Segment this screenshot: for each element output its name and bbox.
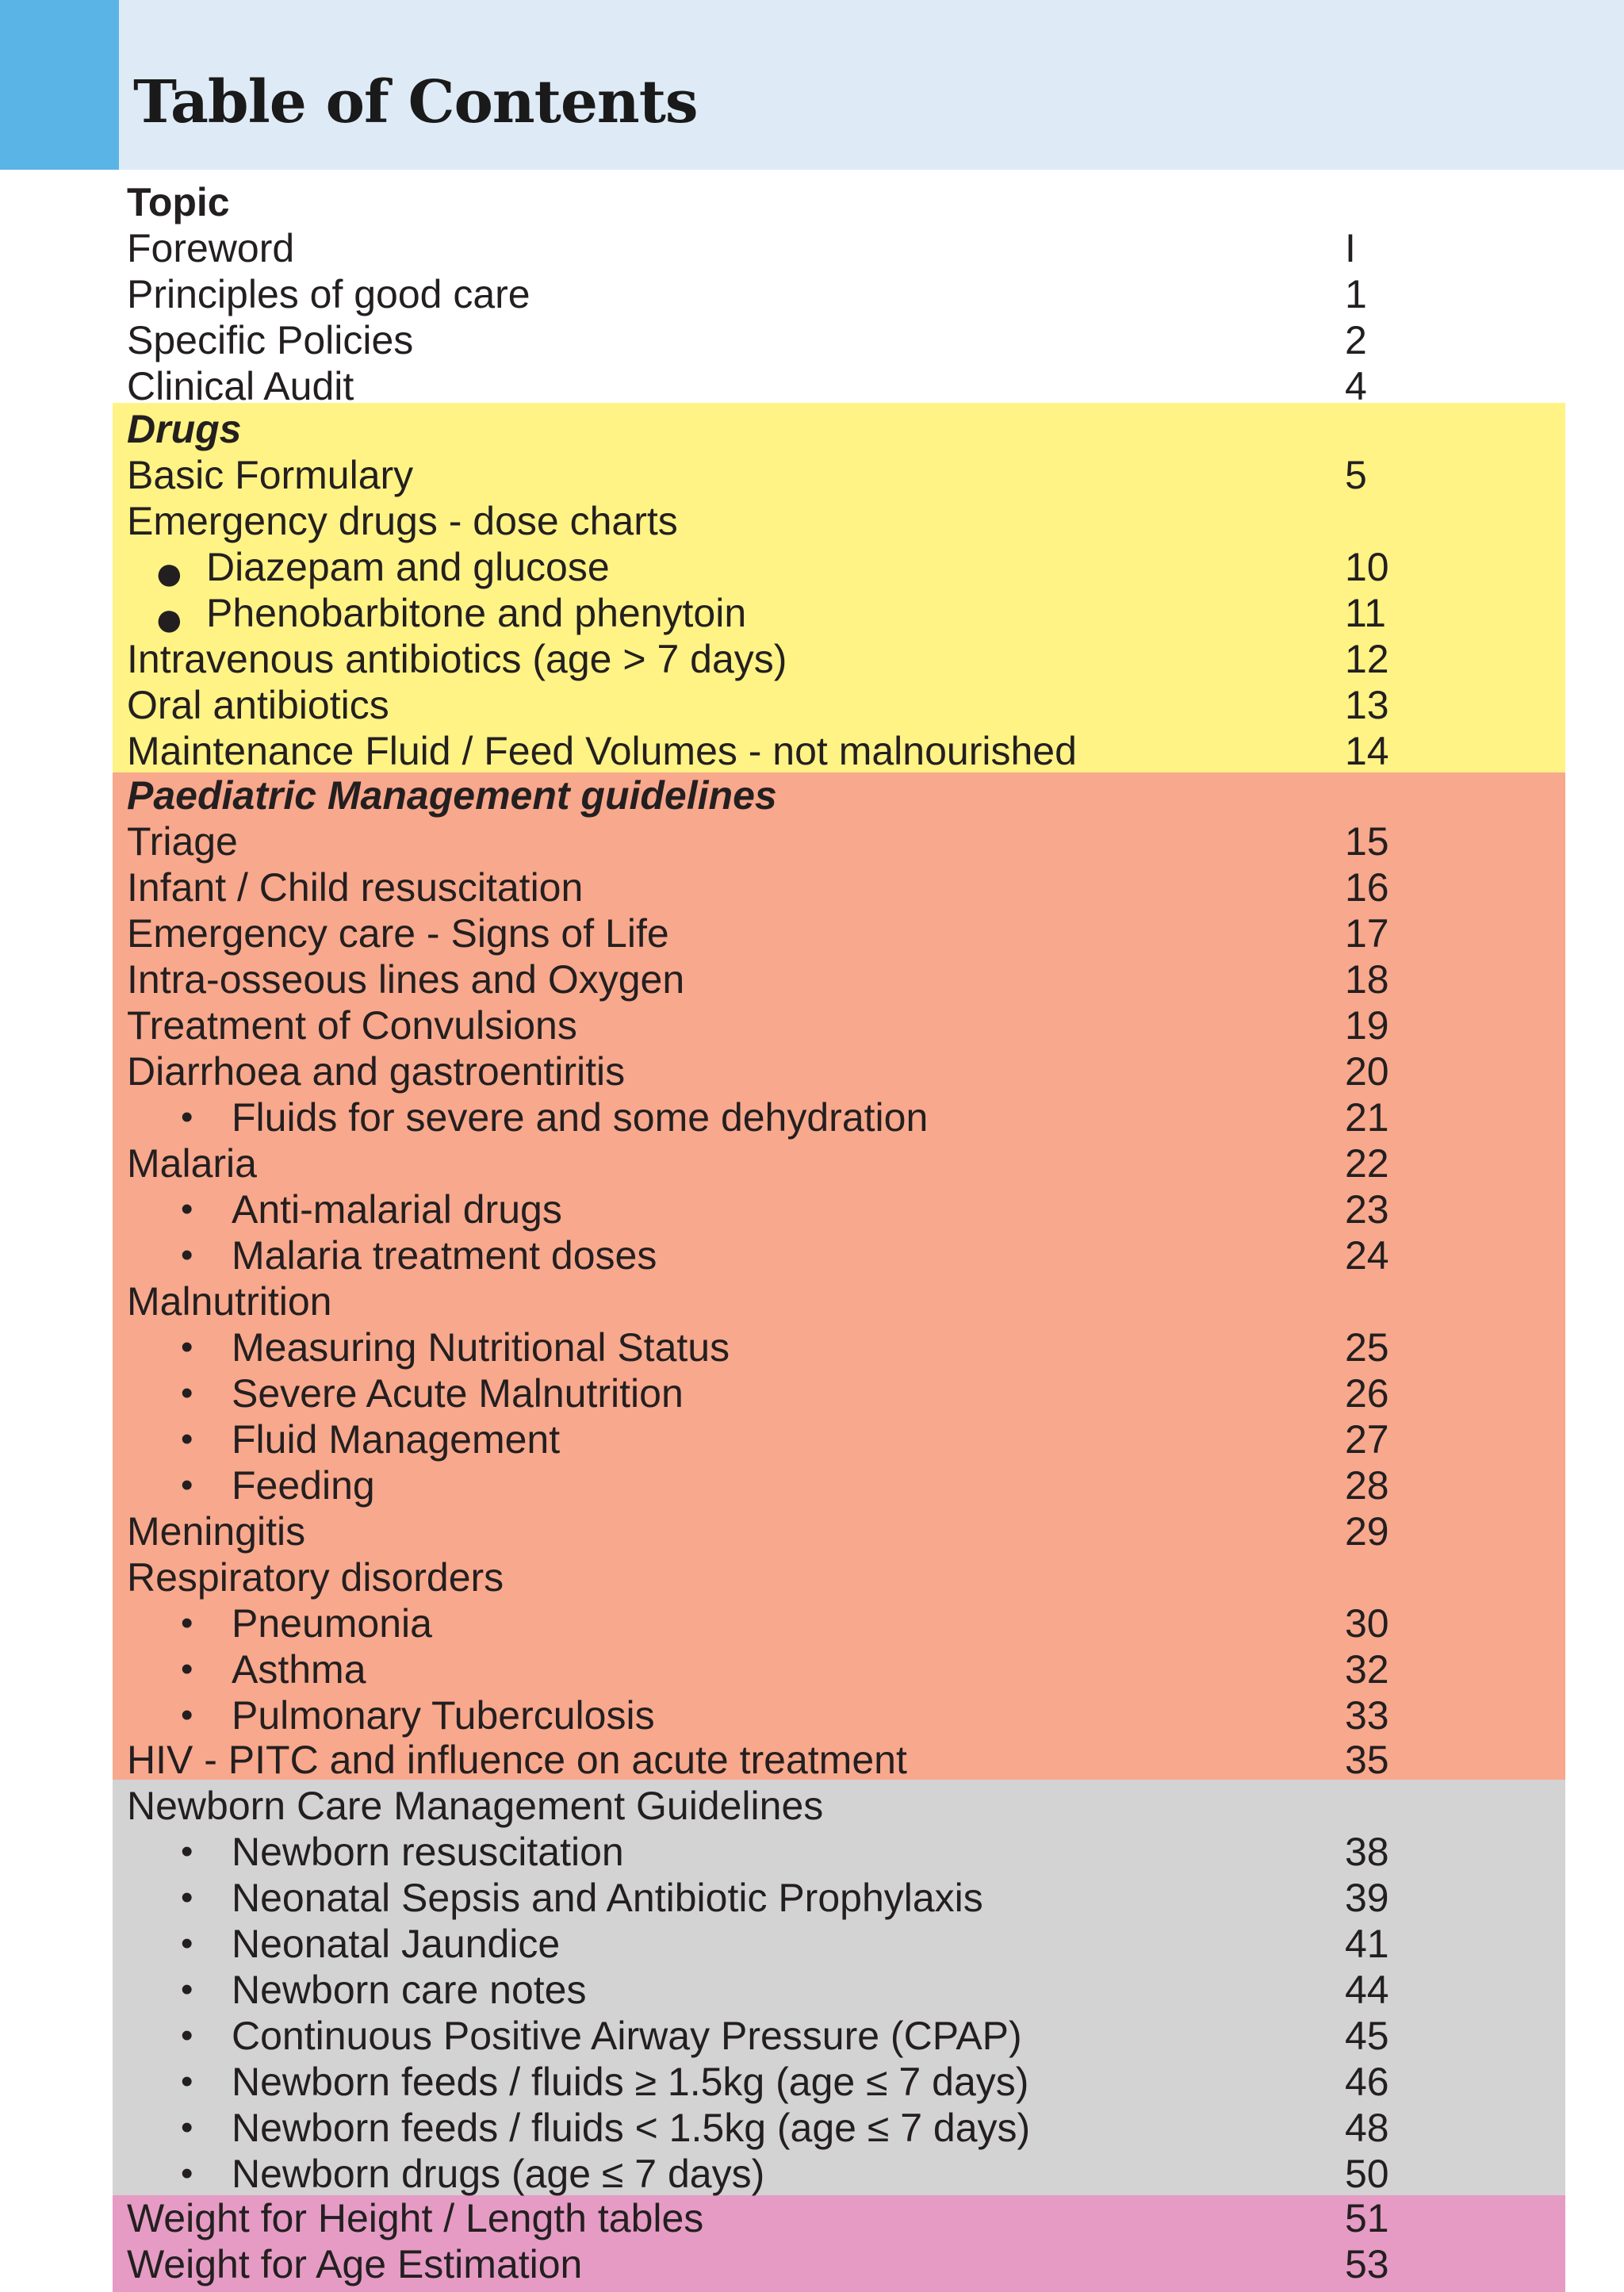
toc-subentry[interactable] <box>0 1462 1624 1508</box>
entry-page: 22 <box>1345 1141 1389 1186</box>
entry-page: 12 <box>1345 637 1389 681</box>
entry-label: Fluids for severe and some dehydration <box>232 1095 929 1140</box>
entry-label: HIV - PITC and influence on acute treatment <box>127 1738 907 1782</box>
entry-page: 25 <box>1345 1325 1389 1370</box>
toc-entry[interactable] <box>0 1554 1624 1600</box>
entry-page: I <box>1345 226 1356 270</box>
toc-subentry[interactable] <box>0 1875 1624 1921</box>
entry-label: Principles of good care <box>127 272 530 316</box>
toc-entry[interactable] <box>0 910 1624 956</box>
toc-subentry[interactable] <box>0 1600 1624 1646</box>
section-heading-paediatric <box>0 772 1624 818</box>
entry-label: Infant / Child resuscitation <box>127 865 584 910</box>
toc-entry-foreword[interactable] <box>0 225 1624 271</box>
entry-label: Feeding <box>232 1463 375 1508</box>
entry-page: 45 <box>1345 2014 1389 2058</box>
entry-label: Pneumonia <box>232 1601 432 1646</box>
entry-page: 30 <box>1345 1601 1389 1646</box>
entry-label: Severe Acute Malnutrition <box>232 1371 684 1416</box>
toc-subentry[interactable] <box>0 2013 1624 2059</box>
toc-entry[interactable] <box>0 1737 1624 1783</box>
toc-subentry[interactable] <box>0 1094 1624 1140</box>
entry-page: 23 <box>1345 1187 1389 1232</box>
toc-subentry[interactable] <box>0 1232 1624 1278</box>
entry-page: 16 <box>1345 865 1389 910</box>
toc-entry[interactable] <box>0 1002 1624 1048</box>
entry-page: 35 <box>1345 1738 1389 1782</box>
entry-label: Weight for Age Estimation <box>127 2242 583 2286</box>
entry-page: 46 <box>1345 2060 1389 2104</box>
bullet-icon: ● <box>154 544 185 601</box>
entry-page: 10 <box>1345 545 1389 589</box>
entry-page: 15 <box>1345 819 1389 864</box>
entry-label: Treatment of Convulsions <box>127 1003 577 1048</box>
bullet-icon: • <box>181 1190 193 1228</box>
bullet-icon: • <box>181 1970 193 2009</box>
entry-page: 21 <box>1345 1095 1389 1140</box>
toc-subentry[interactable] <box>0 1646 1624 1692</box>
entry-label: Specific Policies <box>127 318 414 362</box>
toc-subentry[interactable] <box>0 2059 1624 2105</box>
entry-label: Newborn drugs (age ≤ 7 days) <box>232 2152 765 2196</box>
bullet-icon: • <box>181 1878 193 1917</box>
entry-label: Emergency care - Signs of Life <box>127 911 669 956</box>
bullet-icon: • <box>181 2016 193 2055</box>
entry-label: Diazepam and glucose <box>206 545 610 589</box>
toc-entry[interactable] <box>0 271 1624 317</box>
bullet-icon: • <box>181 1236 193 1274</box>
entry-label: Fluid Management <box>232 1417 561 1462</box>
toc-entry[interactable] <box>0 1508 1624 1554</box>
entry-label: Neonatal Sepsis and Antibiotic Prophylaxis <box>232 1876 983 1920</box>
entry-page: 33 <box>1345 1693 1389 1738</box>
entry-page: 53 <box>1345 2242 1389 2286</box>
bullet-icon: • <box>181 1420 193 1458</box>
entry-label: Meningitis <box>127 1509 306 1554</box>
entry-label: Diarrhoea and gastroentiritis <box>127 1049 626 1094</box>
bullet-icon: • <box>181 1466 193 1504</box>
entry-label: Intra-osseous lines and Oxygen <box>127 957 685 1002</box>
entry-page: 26 <box>1345 1371 1389 1416</box>
toc-entry[interactable] <box>0 317 1624 363</box>
column-header-topic: Topic <box>127 180 230 224</box>
entry-label: Newborn feeds / fluids < 1.5kg (age ≤ 7 days) <box>232 2106 1031 2150</box>
bullet-icon: • <box>181 1696 193 1734</box>
entry-label: Phenobarbitone and phenytoin <box>206 591 747 635</box>
toc-entry[interactable] <box>0 2241 1624 2287</box>
entry-page: 14 <box>1345 729 1389 773</box>
toc-entry[interactable] <box>0 728 1624 774</box>
bullet-icon: • <box>181 2108 193 2147</box>
toc-subentry[interactable] <box>0 1370 1624 1416</box>
bullet-icon: • <box>181 1604 193 1642</box>
toc-entry[interactable] <box>0 2195 1624 2241</box>
entry-label: Triage <box>127 819 238 864</box>
bullet-icon: • <box>181 2154 193 2193</box>
toc-entry[interactable] <box>0 452 1624 498</box>
entry-label: Intravenous antibiotics (age > 7 days) <box>127 637 787 681</box>
toc-subentry[interactable] <box>0 2105 1624 2151</box>
toc-entry[interactable] <box>0 818 1624 864</box>
entry-page: 27 <box>1345 1417 1389 1462</box>
toc-entry[interactable] <box>0 682 1624 728</box>
toc-subentry[interactable] <box>0 544 1624 601</box>
entry-label: Newborn Care Management Guidelines <box>127 1784 824 1828</box>
entry-label: Emergency drugs - dose charts <box>127 499 678 543</box>
entry-page: 19 <box>1345 1003 1389 1048</box>
entry-label: Newborn resuscitation <box>232 1830 624 1874</box>
entry-label: Malaria treatment doses <box>232 1233 657 1278</box>
bullet-icon: • <box>181 1098 193 1136</box>
entry-label: Anti-malarial drugs <box>232 1187 562 1232</box>
toc-subentry[interactable] <box>0 1829 1624 1875</box>
toc-subentry[interactable] <box>0 590 1624 647</box>
toc-subentry[interactable] <box>0 2151 1624 2197</box>
entry-page: 1 <box>1345 272 1367 316</box>
entry-label: Basic Formulary <box>127 453 414 497</box>
entry-page: 32 <box>1345 1647 1389 1692</box>
section-heading-label: Drugs <box>127 407 242 451</box>
column-header-row <box>0 179 1624 225</box>
entry-page: 28 <box>1345 1463 1389 1508</box>
entry-label: Asthma <box>232 1647 366 1692</box>
toc-subentry[interactable] <box>0 1921 1624 1967</box>
section-heading-newborn[interactable] <box>0 1783 1624 1829</box>
entry-label: Malaria <box>127 1141 257 1186</box>
section-heading-drugs <box>0 406 1624 452</box>
entry-page: 18 <box>1345 957 1389 1002</box>
entry-label: Newborn feeds / fluids ≥ 1.5kg (age ≤ 7 days) <box>232 2060 1029 2104</box>
entry-page: 41 <box>1345 1922 1389 1966</box>
entry-label: Maintenance Fluid / Feed Volumes - not malnourished <box>127 729 1077 773</box>
toc-entry[interactable] <box>0 956 1624 1002</box>
bullet-icon: • <box>181 1328 193 1366</box>
toc-subentry[interactable] <box>0 1967 1624 2013</box>
toc-entry[interactable] <box>0 1278 1624 1324</box>
entry-page: 17 <box>1345 911 1389 956</box>
entry-label: Measuring Nutritional Status <box>232 1325 730 1370</box>
entry-label: Clinical Audit <box>127 364 354 408</box>
bullet-icon: • <box>181 2062 193 2101</box>
toc-entry[interactable] <box>0 636 1624 682</box>
entry-label: Oral antibiotics <box>127 683 389 727</box>
entry-label: Newborn care notes <box>232 1968 587 2012</box>
page-title: Table of Contents <box>133 68 698 136</box>
entry-label: Respiratory disorders <box>127 1555 504 1600</box>
bullet-icon: • <box>181 1832 193 1871</box>
entry-label: Malnutrition <box>127 1279 332 1324</box>
entry-label: Foreword <box>127 226 295 270</box>
toc-subentry[interactable] <box>0 1186 1624 1232</box>
toc-subentry[interactable] <box>0 1692 1624 1738</box>
bullet-icon: • <box>181 1374 193 1412</box>
entry-page: 50 <box>1345 2152 1389 2196</box>
entry-page: 51 <box>1345 2196 1389 2240</box>
entry-page: 5 <box>1345 453 1367 497</box>
entry-label: Continuous Positive Airway Pressure (CPAP) <box>232 2014 1022 2058</box>
bullet-icon: ● <box>154 590 185 647</box>
toc-entry[interactable] <box>0 498 1624 544</box>
toc-subentry[interactable] <box>0 1416 1624 1462</box>
bullet-icon: • <box>181 1924 193 1963</box>
toc-entry[interactable] <box>0 1048 1624 1094</box>
entry-label: Neonatal Jaundice <box>232 1922 561 1966</box>
entry-page: 2 <box>1345 318 1367 362</box>
entry-page: 24 <box>1345 1233 1389 1278</box>
toc-entry[interactable] <box>0 864 1624 910</box>
entry-page: 11 <box>1345 591 1386 635</box>
toc-entry[interactable] <box>0 1140 1624 1186</box>
entry-page: 38 <box>1345 1830 1389 1874</box>
section-heading-label: Paediatric Management guidelines <box>127 773 777 818</box>
entry-page: 4 <box>1345 364 1367 408</box>
bullet-icon: • <box>181 1650 193 1688</box>
entry-label: Pulmonary Tuberculosis <box>232 1693 655 1738</box>
entry-page: 48 <box>1345 2106 1389 2150</box>
toc-entry[interactable] <box>0 363 1624 409</box>
entry-page: 20 <box>1345 1049 1389 1094</box>
entry-page: 39 <box>1345 1876 1389 1920</box>
entry-page: 29 <box>1345 1509 1389 1554</box>
entry-page: 13 <box>1345 683 1389 727</box>
entry-label: Weight for Height / Length tables <box>127 2196 704 2240</box>
entry-page: 44 <box>1345 1968 1389 2012</box>
toc-subentry[interactable] <box>0 1324 1624 1370</box>
